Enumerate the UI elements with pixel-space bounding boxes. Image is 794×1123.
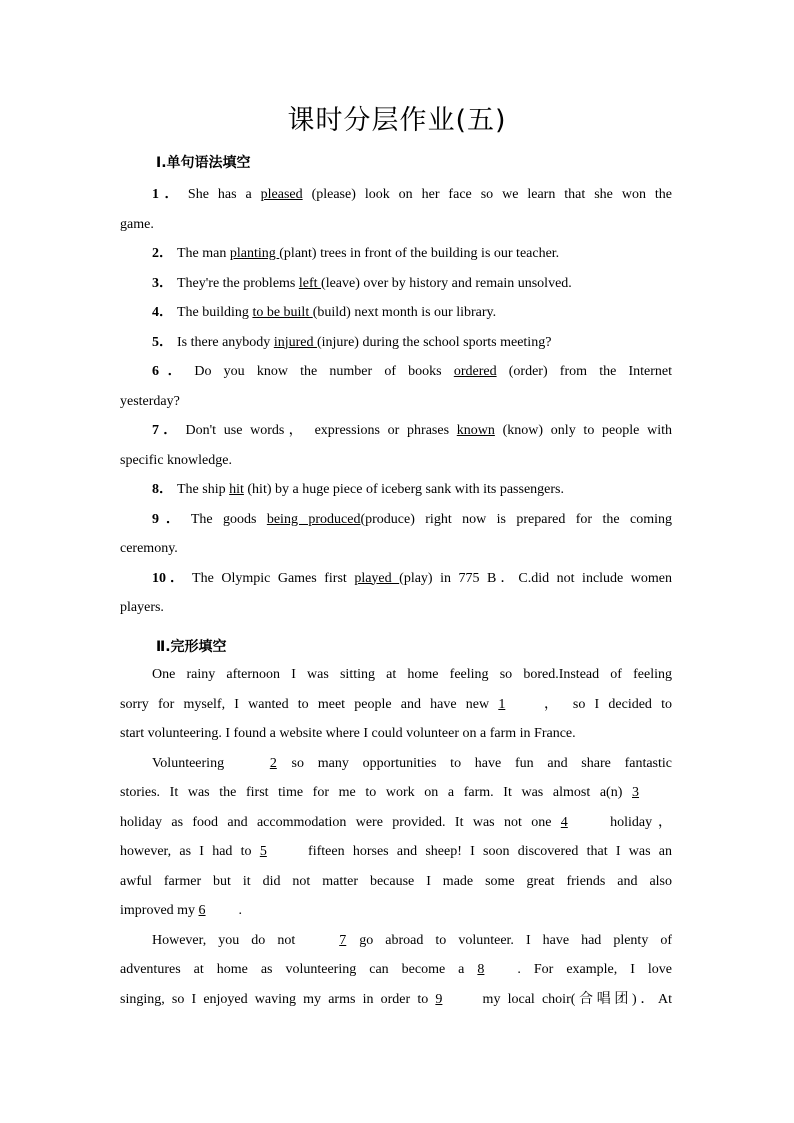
question-text: (please) look on her face so we learn that she won the xyxy=(302,187,672,202)
question-text: (produce) right now is prepared for the coming xyxy=(360,511,672,527)
question-text: (injure) during the school sports meeting? xyxy=(316,334,552,350)
question-text: The ship xyxy=(177,482,230,497)
answer: played xyxy=(354,570,400,586)
question-text: The man xyxy=(177,246,230,261)
passage-text: holiday， xyxy=(600,814,672,830)
passage-text: however, as I had to xyxy=(120,844,260,859)
question-text: They're the problems xyxy=(177,275,299,291)
answer: injured xyxy=(273,334,317,350)
question-line xyxy=(120,564,672,594)
answer: ordered xyxy=(453,364,497,379)
answer: known xyxy=(456,423,495,438)
question-continuation: specific knowledge. xyxy=(120,452,232,468)
question-text: (play) in 775 B．C.did not include women xyxy=(399,570,672,586)
passage-text: improved my xyxy=(120,903,199,918)
passage-line xyxy=(120,926,672,956)
passage-line: start volunteering. I found a website where I could volunteer on a farm in France. xyxy=(120,726,576,741)
question-continuation: ceremony. xyxy=(120,541,178,556)
cloze-blank-5[interactable]: 5 xyxy=(259,844,267,859)
passage-text: However, you do not xyxy=(152,932,308,948)
cloze-blank-2[interactable]: 2 xyxy=(269,755,277,771)
question-text: (leave) over by history and remain unsolved. xyxy=(321,275,572,291)
question-continuation: game. xyxy=(120,216,154,232)
question-line xyxy=(120,269,672,299)
answer: hit xyxy=(229,482,244,497)
question-number: 9． xyxy=(152,511,187,527)
question-text: (build) next month is our library. xyxy=(312,305,497,320)
question-line xyxy=(120,357,672,387)
passage-text: adventures at home as volunteering can become a xyxy=(120,962,478,977)
question-number: 7． xyxy=(152,423,182,438)
passage-line: awful farmer but it did not matter because I made some great friends and also xyxy=(120,873,672,889)
passage-text: stories. It was the first time for me to work on a farm. It was almost a(n) xyxy=(120,785,632,800)
question-continuation: yesterday? xyxy=(120,393,180,409)
cloze-blank-7[interactable]: 7 xyxy=(339,932,347,948)
question-line xyxy=(120,180,672,210)
question-text: Don't use words， expressions or phrases xyxy=(185,423,457,438)
passage-text: . xyxy=(238,903,243,918)
question-text: Do you know the number of books xyxy=(194,364,454,379)
question-text: Is there anybody xyxy=(177,334,274,350)
question-number: 8． xyxy=(152,482,173,497)
passage-text: go abroad to volunteer. I have had plenty of xyxy=(347,932,672,948)
passage-line xyxy=(120,778,672,808)
question-number: 4． xyxy=(152,305,173,320)
passage-text: singing, so I enjoyed waving my arms in order to xyxy=(120,991,436,1007)
passage-text: my local choir(合唱团)．At xyxy=(475,991,672,1007)
passage-line xyxy=(120,808,672,838)
question-number: 1． xyxy=(152,187,184,202)
passage-line xyxy=(120,955,672,985)
question-line xyxy=(120,298,672,328)
question-number: 2． xyxy=(152,246,173,261)
passage-text: fifteen horses and sheep! I soon discovered that I was an xyxy=(299,844,672,859)
question-text: (order) from the Internet xyxy=(496,364,672,379)
answer: being produced xyxy=(266,511,361,527)
cloze-blank-9[interactable]: 9 xyxy=(435,991,443,1007)
answer: left xyxy=(298,275,322,291)
question-number: 3． xyxy=(152,275,173,291)
question-text: (plant) trees in front of the building is our teacher. xyxy=(279,246,560,261)
passage-line xyxy=(120,896,672,926)
question-line xyxy=(120,505,672,535)
question-text: The building xyxy=(177,305,253,320)
question-continuation: players. xyxy=(120,600,164,615)
cloze-passage xyxy=(120,660,672,1014)
cloze-blank-4[interactable]: 4 xyxy=(560,814,568,830)
question-number: 5． xyxy=(152,334,173,350)
grammar-questions xyxy=(120,180,672,623)
cloze-blank-8[interactable]: 8 xyxy=(477,962,485,977)
passage-text: sorry for myself, I wanted to meet people and have new xyxy=(120,696,499,712)
section-heading-grammar: Ⅰ.单句语法填空 xyxy=(156,155,251,171)
answer: planting xyxy=(229,246,280,261)
passage-text: holiday as food and accommodation were provided. It was not one xyxy=(120,814,561,830)
section-heading-cloze: Ⅱ.完形填空 xyxy=(156,639,227,655)
question-number: 10． xyxy=(152,570,189,586)
question-text: (hit) by a huge piece of iceberg sank with its passengers. xyxy=(243,482,564,497)
passage-line xyxy=(120,837,672,867)
question-text: The Olympic Games first xyxy=(192,570,355,586)
question-line xyxy=(120,239,672,269)
question-line xyxy=(120,475,672,505)
passage-line xyxy=(120,749,672,779)
answer: pleased xyxy=(260,187,303,202)
question-text: She has a xyxy=(187,187,261,202)
question-line xyxy=(120,328,672,358)
cloze-blank-1[interactable]: 1 xyxy=(498,696,506,712)
cloze-blank-6[interactable]: 6 xyxy=(198,903,206,918)
passage-text: Volunteering xyxy=(152,755,238,771)
passage-text: . For example, I love xyxy=(517,962,672,977)
question-text: (know) only to people with xyxy=(494,423,672,438)
answer: to be built xyxy=(252,305,313,320)
question-number: 6． xyxy=(152,364,191,379)
cloze-blank-3[interactable]: 3 xyxy=(632,785,639,800)
question-text: The goods xyxy=(190,511,267,527)
question-line xyxy=(120,416,672,446)
page-title: 课时分层作业(五) xyxy=(287,105,507,136)
passage-line xyxy=(120,690,672,720)
passage-text: ， so I decided to xyxy=(538,696,672,712)
passage-line xyxy=(120,985,672,1015)
passage-line: One rainy afternoon I was sitting at home feeling so bored.Instead of feeling xyxy=(152,667,672,682)
passage-text: so many opportunities to have fun and share fantastic xyxy=(277,755,672,771)
